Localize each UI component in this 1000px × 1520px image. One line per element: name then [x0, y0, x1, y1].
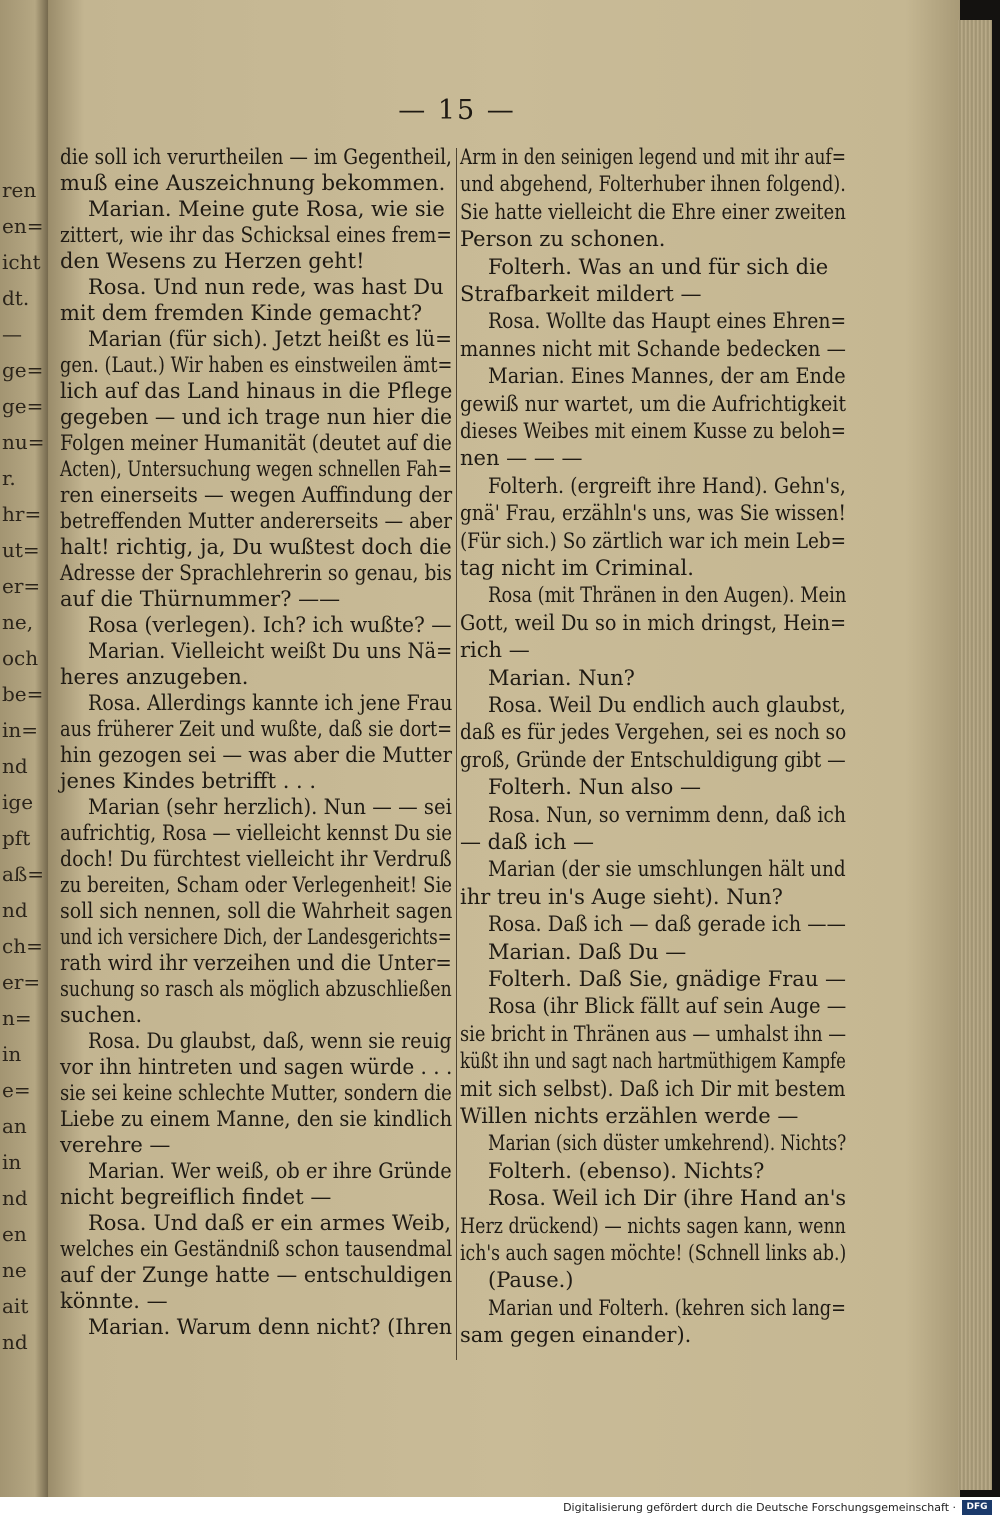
previous-page-fragment: e= [2, 1078, 31, 1102]
text-line: jenes Kindes betrifft . . . [60, 769, 317, 793]
text-line: Rosa (mit Thränen in den Augen). Mein [488, 583, 847, 608]
previous-page-fragment: pft [2, 826, 31, 850]
text-line: soll sich nennen, soll die Wahrheit sagen [60, 899, 453, 923]
text-line: Marian. Nun? [488, 665, 635, 690]
text-line: auf der Zunge hatte — entschuldigen [60, 1263, 453, 1287]
previous-page-fragment: ch= [2, 934, 43, 958]
text-line: küßt ihn und sagt nach hartmüthigem Kampfe [460, 1049, 846, 1074]
previous-page-fragment: ne, [2, 610, 34, 634]
previous-page-fragment: ne [2, 1258, 27, 1282]
text-line: Gott, weil Du so in mich dringst, Hein= [460, 610, 847, 635]
previous-page-fragment: an [2, 1114, 27, 1138]
text-line: gen. (Laut.) Wir haben es einstweilen ämt= [60, 353, 453, 377]
text-line: Folterh. Was an und für sich die [488, 254, 829, 279]
text-line: Rosa. Und daß er ein armes Weib, [88, 1211, 452, 1235]
text-line: Rosa. Daß ich — daß gerade ich —— [488, 912, 846, 937]
text-line: Acten), Untersuchung wegen schnellen Fah= [60, 457, 453, 481]
previous-page-fragment: en [2, 1222, 27, 1246]
previous-page-fragment: in= [2, 718, 39, 742]
text-line: doch! Du fürchtest vielleicht ihr Verdruß [60, 847, 452, 871]
text-line: Adresse der Sprachlehrerin so genau, bis [60, 561, 452, 585]
text-line: vor ihn hintreten und sagen würde . . . [60, 1055, 453, 1079]
text-line: Rosa. Weil Du endlich auch glaubst, [488, 693, 846, 717]
text-line: Marian (sich düster umkehrend). Nichts? [488, 1131, 847, 1156]
previous-page-fragment: ge= [2, 394, 44, 418]
text-line: (Pause.) [488, 1268, 574, 1293]
previous-page-fragment: — [2, 322, 22, 346]
text-line: nen — — — [460, 446, 583, 471]
text-line: nicht begreiflich findet — [60, 1185, 332, 1209]
text-line: Rosa (verlegen). Ich? ich wußte? — [88, 613, 452, 637]
text-line: sie bricht in Thränen aus — umhalst ihn — [460, 1021, 847, 1046]
previous-page-fragment: in [2, 1150, 22, 1174]
text-line: mannes nicht mit Schande bedecken — [460, 336, 846, 361]
previous-page-fragment: hr= [2, 502, 42, 526]
previous-page-fragment: icht [2, 250, 41, 274]
text-line: ihr treu in's Auge sieht). Nun? [460, 884, 783, 909]
text-line: und ich versichere Dich, der Landesgerichts= [60, 925, 452, 949]
text-line: Marian (sehr herzlich). Nun — — sei [88, 795, 452, 819]
text-line: den Wesens zu Herzen geht! [60, 249, 365, 273]
previous-page-fragment: nd [2, 1330, 28, 1354]
text-line: Marian. Meine gute Rosa, wie sie [88, 197, 445, 221]
text-line: Marian und Folterh. (kehren sich lang= [488, 1295, 847, 1320]
column-divider [456, 148, 457, 1360]
text-line: rath wird ihr verzeihen und die Unter= [60, 951, 452, 975]
previous-page-fragment: aß= [2, 862, 45, 886]
text-line: Rosa (ihr Blick fällt auf sein Auge — [488, 994, 847, 1019]
previous-page-fragment: nd [2, 1186, 28, 1210]
text-line: rich — [460, 638, 530, 663]
text-line: aufrichtig, Rosa — vielleicht kennst Du sie [60, 821, 452, 845]
page-stack-edge [958, 20, 992, 1490]
text-line: Sie hatte vielleicht die Ehre einer zweiten [460, 199, 846, 224]
text-line: Rosa. Und nun rede, was hast Du [88, 275, 444, 299]
text-line: gewiß nur wartet, um die Aufrichtigkeit [460, 391, 847, 416]
text-line: Marian. Warum denn nicht? (Ihren [88, 1315, 453, 1339]
text-line: dieses Weibes mit einem Kusse zu beloh= [460, 419, 847, 443]
text-line: heres anzugeben. [60, 665, 249, 689]
text-line: gegeben — und ich trage nun hier die [60, 405, 453, 429]
text-line: sie sei keine schlechte Mutter, sondern die [60, 1081, 452, 1105]
text-line: Folterh. Daß Sie, gnädige Frau — [488, 967, 847, 991]
text-line: Folgen meiner Humanität (deutet auf die [60, 431, 452, 455]
text-line: Folterh. Nun also — [488, 775, 701, 800]
previous-page-fragment: nd [2, 898, 28, 922]
text-line: welches ein Geständniß schon tausendmal [60, 1237, 453, 1261]
text-line: Marian (der sie umschlungen hält und [488, 857, 846, 882]
text-line: muß eine Auszeichnung bekommen. [60, 171, 446, 195]
previous-page-fragment: dt. [2, 286, 30, 310]
text-line: mit dem fremden Kinde gemacht? [60, 301, 423, 325]
previous-page-fragment: in [2, 1042, 22, 1066]
text-line: — daß ich — [460, 830, 595, 854]
text-line: Folterh. (ebenso). Nichts? [488, 1158, 765, 1183]
text-line: lich auf das Land hinaus in die Pflege [60, 379, 453, 403]
previous-page-fragment: n= [2, 1006, 32, 1030]
text-line: suchen. [60, 1003, 143, 1027]
text-line: halt! richtig, ja, Du wußtest doch die [60, 535, 452, 559]
text-line: ich's auch sagen möchte! (Schnell links ab.) [460, 1241, 847, 1265]
text-line: Marian (für sich). Jetzt heißt es lü= [88, 327, 453, 351]
text-line: Rosa. Allerdings kannte ich jene Frau [88, 691, 453, 715]
text-line: Rosa. Wollte das Haupt eines Ehren= [488, 309, 847, 334]
text-line: könnte. — [60, 1289, 168, 1313]
text-line: zu bereiten, Scham oder Verlegenheit! Sie [60, 873, 453, 897]
previous-page-fragment: och [2, 646, 39, 670]
funding-credit: Digitalisierung gefördert durch die Deutsche Forschungsgemeinschaft · [563, 1501, 956, 1514]
text-line: suchung so rasch als möglich abzuschließen [60, 977, 452, 1001]
previous-page-fragment: ren [2, 178, 37, 202]
text-line: Folterh. (ergreift ihre Hand). Gehn's, [488, 473, 846, 498]
previous-page-fragment: ige [2, 790, 34, 814]
text-line: mit sich selbst). Daß ich Dir mit bestem [460, 1076, 846, 1101]
text-line: Willen nichts erzählen werde — [460, 1104, 799, 1128]
text-line: hin gezogen sei — was aber die Mutter [60, 743, 453, 767]
text-line: auf die Thürnummer? —— [60, 587, 341, 611]
text-line: und abgehend, Folterhuber ihnen folgend). [460, 172, 846, 197]
previous-page-fragment: be= [2, 682, 44, 706]
dfg-logo: DFG [962, 1500, 992, 1515]
previous-page-fragment: er= [2, 970, 41, 994]
text-line: (Für sich.) So zärtlich war ich mein Leb= [460, 528, 847, 553]
previous-page-fragment: nu= [2, 430, 45, 454]
text-line: Marian. Wer weiß, ob er ihre Gründe [88, 1159, 452, 1183]
previous-page-fragment: ut= [2, 538, 40, 562]
previous-page-fragment: en= [2, 214, 44, 238]
text-line: verehre — [60, 1133, 171, 1157]
text-line: Marian. Vielleicht weißt Du uns Nä= [88, 639, 453, 663]
text-line: daß es für jedes Vergehen, sei es noch so [460, 720, 847, 745]
previous-page-fragment: ait [2, 1294, 29, 1318]
text-line: die soll ich verurtheilen — im Gegentheil, [60, 145, 452, 169]
text-line: ren einerseits — wegen Auffindung der [60, 483, 453, 507]
text-line: zittert, wie ihr das Schicksal eines frem= [60, 223, 452, 247]
text-line: Marian. Daß Du — [488, 939, 687, 964]
footer-bar [0, 1497, 1000, 1520]
text-line: aus früherer Zeit und wußte, daß sie dort= [60, 717, 453, 741]
page-number: — 15 — [398, 95, 516, 126]
previous-page-edge [0, 0, 50, 1497]
text-line: Arm in den seinigen legend und mit ihr auf= [460, 145, 846, 169]
text-line: Rosa. Weil ich Dir (ihre Hand an's [488, 1186, 847, 1211]
text-line: Marian. Eines Mannes, der am Ende [488, 364, 846, 389]
previous-page-fragment: nd [2, 754, 28, 778]
text-line: Person zu schonen. [460, 227, 666, 252]
previous-page-fragment: er= [2, 574, 41, 598]
text-line: Herz drückend) — nichts sagen kann, wenn [460, 1213, 846, 1238]
text-line: tag nicht im Criminal. [460, 556, 694, 580]
text-line: gnä' Frau, erzähln's uns, was Sie wissen! [460, 501, 846, 526]
text-line: Rosa. Nun, so vernimm denn, daß ich [488, 802, 846, 827]
text-line: Rosa. Du glaubst, daß, wenn sie reuig [88, 1029, 452, 1053]
text-line: Strafbarkeit mildert — [460, 282, 702, 306]
text-line: Liebe zu einem Manne, den sie kindlich [60, 1107, 453, 1131]
previous-page-fragment: ge= [2, 358, 44, 382]
text-line: groß, Gründe der Entschuldigung gibt — [460, 747, 846, 772]
text-line: betreffenden Mutter andererseits — aber [60, 509, 453, 533]
previous-page-fragment: r. [2, 466, 16, 490]
text-line: sam gegen einander). [460, 1323, 692, 1348]
